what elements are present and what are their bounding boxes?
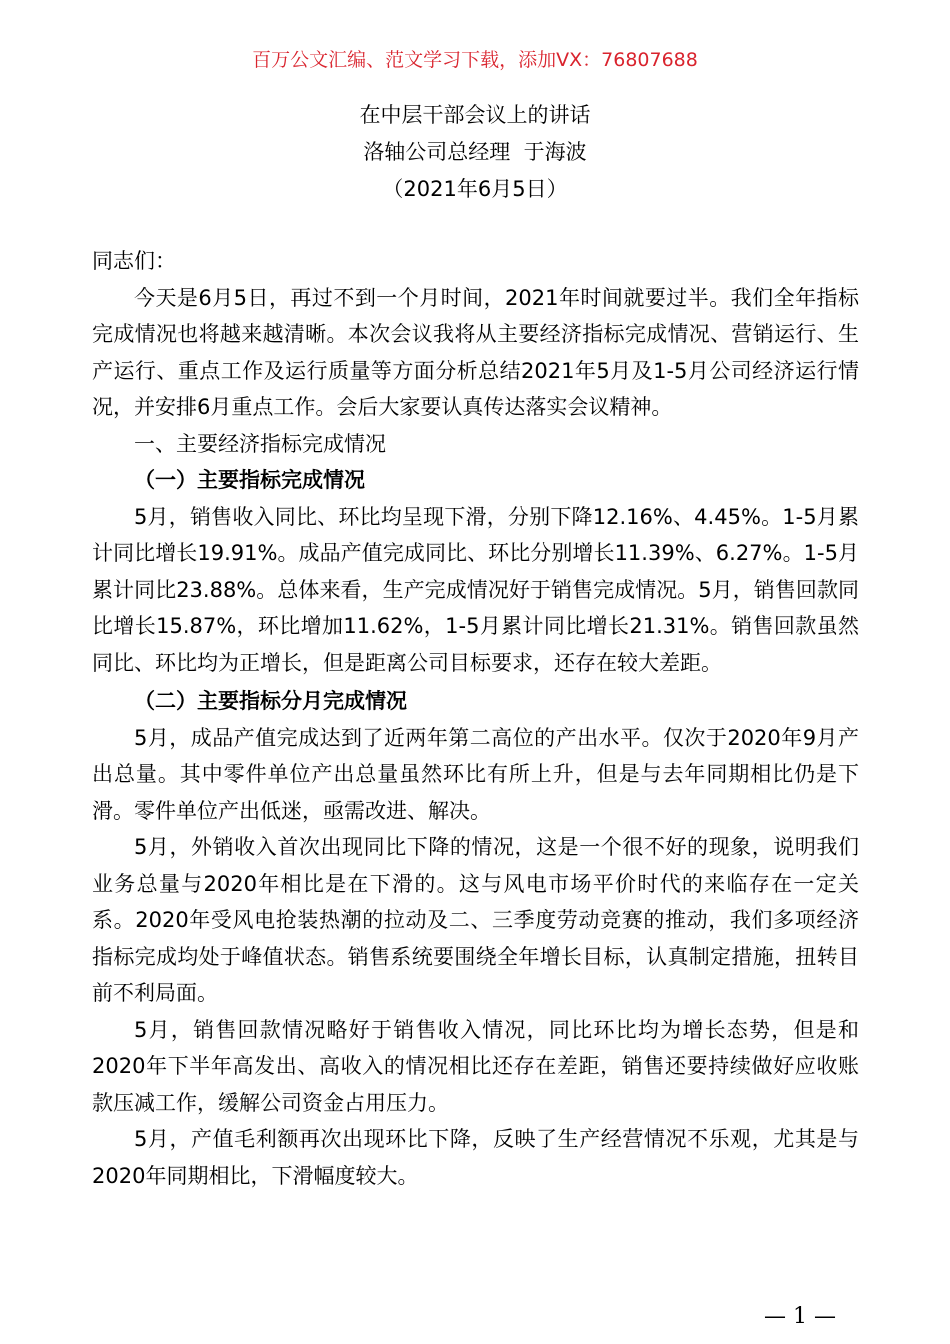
paragraph-output: 5月，成品产值完成达到了近两年第二高位的产出水平。仅次于2020年9月产出总量。其中零件单位产出总量虽然环比有所上升，但是与去年同期相比仍是下滑。零件单位产出低迷，亟需改进、解决。 <box>92 725 859 823</box>
paragraph-indicators: 5月，销售收入同比、环比均呈现下滑，分别下降12.16%、4.45%。1-5月累计同比增长19.91%。成品产值完成同比、环比分别增长11.39%、6.27%。1-5月累计同比23.88%。总体来看，生产完成情况好于销售完成情况。5月，销售回款同比增长15.87%，环比增加11.62%，1-5月累计同比增长21.31%。销售回款虽然同比、环比均为正增长，但是距离公司目标要求，还存在较大差距。 <box>92 504 859 675</box>
paragraph-collections: 5月，销售回款情况略好于销售收入情况，同比环比均为增长态势，但是和2020年下半年高发出、高收入的情况相比还存在差距，销售还要持续做好应收账款压减工作，缓解公司资金占用压力。 <box>92 1017 859 1115</box>
paragraph-export-sales: 5月，外销收入首次出现同比下降的情况，这是一个很不好的现象，说明我们业务总量与2020年相比是在下滑的。这与风电市场平价时代的来临存在一定关系。2020年受风电抢装热潮的拉动及二、三季度劳动竞赛的推动，我们多项经济指标完成均处于峰值状态。销售系统要围绕全年增长目标，认真制定措施，扭转目前不利局面。 <box>92 835 859 1005</box>
intro-paragraph: 今天是6月5日，再过不到一个月时间，2021年时间就要过半。我们全年指标完成情况也将越来越清晰。本次会议我将从主要经济指标完成情况、营销运行、生产运行、重点工作及运行质量等方面分析总结2021年5月及1-5月公司经济运行情况，并安排6月重点工作。会后大家要认真传达落实会议精神。 <box>92 285 859 419</box>
document-header <box>0 97 950 208</box>
document-body <box>92 243 859 1194</box>
speaker-line: 洛轴公司总经理 于海波 <box>363 140 587 164</box>
paragraph-gross-profit: 5月，产值毛利额再次出现环比下降，反映了生产经营情况不乐观，尤其是与2020年同期相比，下滑幅度较大。 <box>92 1127 859 1188</box>
page-number: — 1 — <box>764 1304 836 1329</box>
salutation: 同志们： <box>92 249 176 273</box>
section-heading-1: 一、主要经济指标完成情况 <box>134 431 386 456</box>
date-line: （2021年6月5日） <box>382 177 568 201</box>
watermark-banner: 百万公文汇编、范文学习下载，添加VX：76807688 <box>252 49 698 71</box>
subsection-heading-1: （一）主要指标完成情况 <box>134 468 365 492</box>
document-title: 在中层干部会议上的讲话 <box>359 103 591 127</box>
subsection-heading-2: （二）主要指标分月完成情况 <box>134 689 407 713</box>
